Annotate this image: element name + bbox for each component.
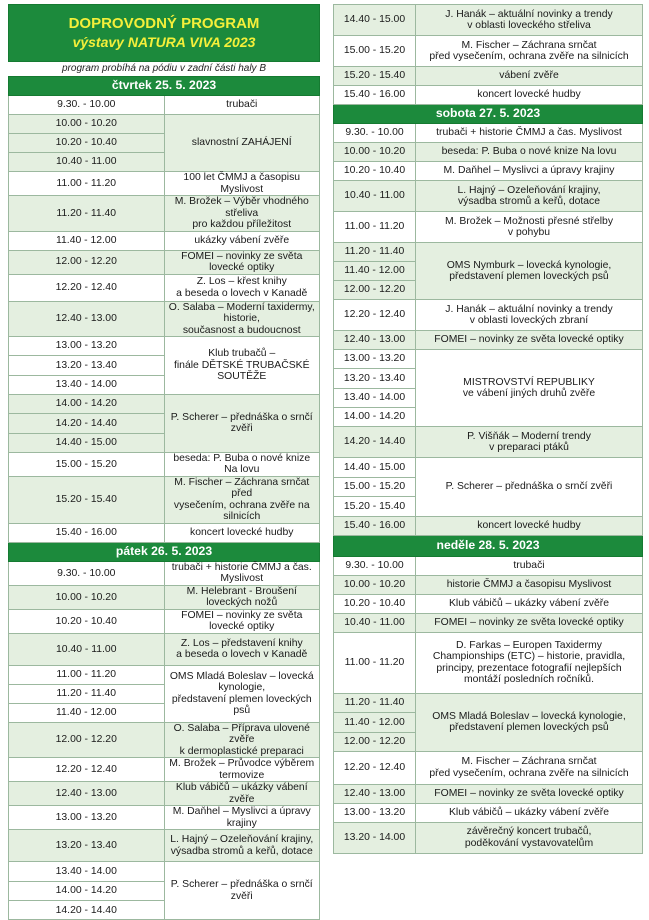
- event-cell: [416, 124, 643, 143]
- time-slot: 14.40 - 15.00: [9, 433, 165, 452]
- schedule-row: [334, 556, 643, 575]
- day-header: čtvrtek 25. 5. 2023: [9, 77, 320, 96]
- event-cell: [416, 300, 643, 331]
- event-line: vysečením, ochrana zvěře na silnicích: [173, 499, 310, 523]
- schedule-row: [334, 124, 643, 143]
- event-line: MISTROVSTVÍ REPUBLIKY: [463, 376, 595, 388]
- event-line: beseda: P. Buba o nové knize Na lovu: [441, 146, 617, 158]
- time-slot: 13.40 - 14.00: [9, 375, 165, 394]
- time-slot: 13.00 - 13.20: [334, 350, 416, 369]
- day-header-row: [334, 105, 643, 124]
- event-cell: [164, 337, 320, 395]
- schedule-row: [9, 665, 320, 684]
- time-slot: 10.00 - 10.20: [334, 143, 416, 162]
- event-cell: [164, 609, 320, 633]
- time-slot: 15.20 - 15.40: [334, 67, 416, 86]
- time-slot: 14.00 - 14.20: [334, 407, 416, 426]
- event-line: představení plemen loveckých psů: [449, 271, 609, 282]
- time-slot: 10.00 - 10.20: [9, 585, 165, 609]
- program-title: DOPROVODNÝ PROGRAM: [68, 15, 260, 32]
- schedule-row: [9, 633, 320, 665]
- event-cell: [416, 181, 643, 212]
- schedule-row: [334, 86, 643, 105]
- event-cell: [416, 36, 643, 67]
- event-cell: [416, 693, 643, 751]
- event-cell: [416, 350, 643, 427]
- day-header-row: [334, 535, 643, 556]
- event-line: v oblasti loveckého střeliva: [467, 20, 591, 31]
- event-line: závěrečný koncert trubačů,: [466, 826, 592, 838]
- time-slot: 10.20 - 10.40: [334, 594, 416, 613]
- time-slot: 14.40 - 15.00: [334, 458, 416, 478]
- event-line: trubači + historie ČMMJ a čas. Myslivost: [171, 561, 312, 585]
- schedule-column-right: [333, 4, 643, 854]
- event-cell: [164, 274, 320, 301]
- event-cell: [416, 516, 643, 535]
- event-cell: [164, 758, 320, 782]
- schedule-row: [9, 758, 320, 782]
- time-slot: 10.40 - 11.00: [9, 153, 165, 172]
- time-slot: 15.40 - 16.00: [334, 86, 416, 105]
- event-line: současnost a budoucnost: [182, 324, 301, 336]
- event-cell: [164, 633, 320, 665]
- time-slot: 12.40 - 13.00: [9, 301, 165, 337]
- schedule-row: [334, 212, 643, 243]
- schedule-row: [9, 561, 320, 585]
- schedule-row: [9, 231, 320, 250]
- event-cell: [416, 556, 643, 575]
- time-slot: 9.30. - 10.00: [334, 556, 416, 575]
- schedule-row: [9, 96, 320, 115]
- event-line: OMS Nymburk – lovecká kynologie,: [446, 259, 612, 271]
- time-slot: 11.20 - 11.40: [9, 196, 165, 232]
- event-line: ve vábení jiných druhů zvěře: [462, 388, 596, 399]
- time-slot: 15.20 - 15.40: [334, 497, 416, 517]
- schedule-row: [9, 609, 320, 633]
- event-line: P. Scherer – přednáška o srnčí zvěři: [170, 411, 313, 435]
- event-line: slavnostní ZAHÁJENÍ: [191, 137, 292, 149]
- event-cell: [164, 115, 320, 172]
- event-cell: [164, 523, 320, 542]
- time-slot: 14.40 - 15.00: [334, 5, 416, 36]
- event-cell: [164, 782, 320, 806]
- schedule-row: [9, 862, 320, 881]
- event-cell: [416, 5, 643, 36]
- time-slot: 11.00 - 11.20: [334, 632, 416, 693]
- time-slot: 10.40 - 11.00: [334, 613, 416, 632]
- time-slot: 11.40 - 12.00: [334, 262, 416, 281]
- schedule-row: [9, 172, 320, 196]
- event-line: výsadba stromů a keřů, dotace: [457, 196, 601, 207]
- event-cell: [164, 665, 320, 722]
- event-line: J. Hanák – aktuální novinky a trendy: [445, 303, 613, 315]
- schedule-row: [334, 162, 643, 181]
- event-line: M. Brožek – Průvodce výběrem termovize: [169, 758, 315, 781]
- schedule-row: [334, 36, 643, 67]
- schedule-row: [334, 822, 643, 853]
- event-cell: [164, 862, 320, 920]
- event-cell: [416, 143, 643, 162]
- time-slot: 11.20 - 11.40: [334, 693, 416, 712]
- event-line: Klub trubačů –: [208, 348, 276, 360]
- time-slot: 13.20 - 14.00: [334, 822, 416, 853]
- schedule-row: [334, 243, 643, 262]
- schedule-row: [9, 476, 320, 523]
- event-line: v pohybu: [507, 227, 551, 238]
- event-line: FOMEI – novinky ze světa lovecké optiky: [434, 617, 624, 629]
- time-slot: 9.30. - 10.00: [9, 96, 165, 115]
- schedule-row: [334, 751, 643, 784]
- schedule-row: [9, 722, 320, 758]
- schedule-row: [334, 67, 643, 86]
- time-slot: 12.20 - 12.40: [9, 758, 165, 782]
- time-slot: 12.00 - 12.20: [9, 722, 165, 758]
- schedule-row: [334, 594, 643, 613]
- event-line: FOMEI – novinky ze světa lovecké optiky: [181, 250, 303, 273]
- event-cell: [416, 212, 643, 243]
- schedule-row: [9, 394, 320, 413]
- time-slot: 14.00 - 14.20: [9, 394, 165, 413]
- event-line: OMS Mladá Boleslav – lovecká kynologie,: [432, 710, 626, 722]
- event-line: P. Višňák – Moderní trendy: [467, 430, 591, 442]
- event-line: O. Salaba – Příprava ulovené zvěře: [173, 722, 310, 746]
- schedule-row: [334, 784, 643, 803]
- event-cell: [164, 301, 320, 337]
- time-slot: 11.40 - 12.00: [9, 703, 165, 722]
- event-line: beseda: P. Buba o nové knize Na lovu: [173, 452, 311, 476]
- time-slot: 15.40 - 16.00: [9, 523, 165, 542]
- event-line: OMS Mladá Boleslav – lovecká kynologie,: [169, 670, 314, 694]
- event-line: v preparaci ptáků: [489, 442, 569, 453]
- time-slot: 13.00 - 13.20: [9, 337, 165, 356]
- time-slot: 12.00 - 12.20: [9, 250, 165, 274]
- time-slot: 13.40 - 14.00: [334, 388, 416, 407]
- time-slot: 11.00 - 11.20: [9, 665, 165, 684]
- time-slot: 13.20 - 13.40: [9, 356, 165, 375]
- event-cell: [416, 427, 643, 458]
- event-cell: [416, 86, 643, 105]
- schedule-row: [9, 782, 320, 806]
- time-slot: 9.30. - 10.00: [334, 124, 416, 143]
- event-line: představení plemen loveckých psů: [449, 722, 609, 734]
- event-line: O. Salaba – Moderní taxidermy, historie,: [168, 301, 315, 324]
- schedule-row: [9, 585, 320, 609]
- schedule-row: [9, 301, 320, 337]
- event-line: a beseda o lovech v Kanadě: [176, 649, 308, 661]
- event-cell: [164, 250, 320, 274]
- event-line: M. Brožek – Možnosti přesné střelby: [444, 215, 614, 227]
- event-cell: [416, 575, 643, 594]
- schedule-row: [334, 613, 643, 632]
- time-slot: 14.20 - 14.40: [9, 901, 165, 920]
- event-cell: [416, 594, 643, 613]
- event-cell: [164, 561, 320, 585]
- event-line: J. Hanák – aktuální novinky a trendy: [445, 8, 613, 20]
- time-slot: 9.30. - 10.00: [9, 561, 165, 585]
- time-slot: 15.00 - 15.20: [9, 452, 165, 476]
- event-line: L. Hajný – Ozeleňování krajiny,: [457, 184, 601, 196]
- time-slot: 10.20 - 10.40: [334, 162, 416, 181]
- event-line: v oblasti loveckých zbraní: [469, 315, 589, 326]
- event-line: Klub vábičů – ukázky vábení zvěře: [449, 807, 609, 819]
- time-slot: 13.20 - 13.40: [9, 830, 165, 862]
- time-slot: 12.20 - 12.40: [334, 300, 416, 331]
- time-slot: 15.20 - 15.40: [9, 476, 165, 523]
- schedule-row: [334, 803, 643, 822]
- event-line: před vysečením, ochrana zvěře na silnicích: [429, 51, 629, 62]
- event-line: M. Daňhel – Myslivci a úpravy krajiny: [172, 806, 311, 829]
- event-cell: [164, 452, 320, 476]
- event-line: FOMEI – novinky ze světa lovecké optiky: [434, 334, 624, 346]
- schedule-row: [334, 632, 643, 693]
- schedule-row: [9, 830, 320, 862]
- event-line: koncert lovecké hudby: [477, 89, 581, 101]
- event-line: trubači: [513, 560, 545, 572]
- event-line: M. Brožek – Výběr vhodného střeliva: [174, 196, 309, 219]
- schedule-row: [9, 806, 320, 830]
- time-slot: 12.40 - 13.00: [9, 782, 165, 806]
- event-line: Z. Los – křest knihy: [196, 276, 287, 287]
- venue-note: program probíhá na pódiu v zadní části haly B: [61, 63, 266, 74]
- schedule-table-left: [8, 76, 320, 920]
- schedule-row: [334, 693, 643, 712]
- event-line: a beseda o lovech v Kanadě: [176, 287, 308, 299]
- schedule-row: [9, 274, 320, 301]
- event-cell: [416, 331, 643, 350]
- time-slot: 10.40 - 11.00: [9, 633, 165, 665]
- event-line: M. Fischer – Záchrana srnčat: [461, 39, 597, 51]
- time-slot: 13.40 - 14.00: [9, 862, 165, 881]
- schedule-row: [334, 5, 643, 36]
- day-header-row: [9, 77, 320, 96]
- event-line: ukázky vábení zvěře: [194, 234, 290, 246]
- time-slot: 11.40 - 12.00: [334, 713, 416, 732]
- time-slot: 11.40 - 12.00: [9, 231, 165, 250]
- event-cell: [164, 806, 320, 830]
- event-cell: [416, 822, 643, 853]
- day-header: neděle 28. 5. 2023: [334, 535, 643, 556]
- event-line: M. Fischer – Záchrana srnčat před: [174, 476, 310, 500]
- event-cell: [416, 632, 643, 693]
- event-cell: [164, 231, 320, 250]
- event-line: principy, prezentace fotografií nejlepších: [436, 662, 622, 674]
- event-cell: [416, 803, 643, 822]
- time-slot: 12.40 - 13.00: [334, 331, 416, 350]
- day-header-row: [9, 542, 320, 561]
- event-line: montáží posledních ročníků.: [464, 674, 594, 686]
- event-line: M. Helebrant - Broušení loveckých nožů: [186, 585, 297, 609]
- day-header: sobota 27. 5. 2023: [334, 105, 643, 124]
- event-line: Z. Los – představení knihy: [180, 637, 303, 649]
- event-line: Klub vábičů – ukázky vábení zvěře: [175, 782, 308, 805]
- event-line: koncert lovecké hudby: [477, 520, 581, 532]
- event-cell: [416, 613, 643, 632]
- event-line: pro každou příležitost: [192, 219, 292, 230]
- time-slot: 12.40 - 13.00: [334, 784, 416, 803]
- event-cell: [164, 585, 320, 609]
- event-line: trubači: [226, 99, 258, 111]
- schedule-row: [334, 143, 643, 162]
- time-slot: 13.00 - 13.20: [334, 803, 416, 822]
- schedule-row: [334, 427, 643, 458]
- event-cell: [164, 830, 320, 862]
- time-slot: 10.20 - 10.40: [9, 134, 165, 153]
- schedule-row: [9, 196, 320, 232]
- event-line: M. Daňhel – Myslivci a úpravy krajiny: [443, 165, 615, 177]
- event-line: představení plemen loveckých psů: [171, 693, 312, 717]
- time-slot: 13.20 - 13.40: [334, 369, 416, 388]
- time-slot: 11.20 - 11.40: [9, 684, 165, 703]
- event-cell: [164, 172, 320, 196]
- time-slot: 12.00 - 12.20: [334, 732, 416, 751]
- day-header: pátek 26. 5. 2023: [9, 542, 320, 561]
- event-line: M. Fischer – Záchrana srnčat: [461, 756, 597, 768]
- schedule-table-right: [333, 4, 643, 854]
- schedule-row: [9, 337, 320, 356]
- event-line: 100 let ČMMJ a časopisu Myslivost: [183, 172, 301, 195]
- time-slot: 14.20 - 14.40: [9, 414, 165, 433]
- event-cell: [416, 243, 643, 300]
- event-line: finále DĚTSKÉ TRUBAČSKÉ SOUTĚŽE: [173, 359, 310, 383]
- event-line: poděkování vystavovatelům: [464, 837, 594, 849]
- time-slot: 12.20 - 12.40: [9, 274, 165, 301]
- time-slot: 10.00 - 10.20: [334, 575, 416, 594]
- event-cell: [164, 394, 320, 452]
- schedule-row: [334, 331, 643, 350]
- schedule-row: [334, 458, 643, 478]
- event-cell: [164, 96, 320, 115]
- program-subtitle: výstavy NATURA VIVA 2023: [72, 34, 256, 50]
- event-line: k dermoplastické preparaci: [179, 745, 304, 757]
- event-line: Klub vábičů – ukázky vábení zvěře: [449, 598, 609, 610]
- event-cell: [164, 476, 320, 523]
- time-slot: 10.40 - 11.00: [334, 181, 416, 212]
- schedule-row: [334, 516, 643, 535]
- schedule-column-left: [8, 4, 320, 920]
- schedule-row: [9, 523, 320, 542]
- schedule-row: [9, 250, 320, 274]
- event-line: L. Hajný – Ozeleňování krajiny,: [170, 834, 314, 846]
- time-slot: 11.00 - 11.20: [334, 212, 416, 243]
- event-cell: [164, 196, 320, 232]
- time-slot: 11.20 - 11.40: [334, 243, 416, 262]
- event-line: vábení zvěře: [499, 70, 559, 82]
- schedule-row: [9, 115, 320, 134]
- time-slot: 15.40 - 16.00: [334, 516, 416, 535]
- event-cell: [164, 722, 320, 758]
- time-slot: 14.20 - 14.40: [334, 427, 416, 458]
- schedule-row: [9, 452, 320, 476]
- event-line: koncert lovecké hudby: [190, 527, 294, 539]
- time-slot: 13.00 - 13.20: [9, 806, 165, 830]
- time-slot: 15.00 - 15.20: [334, 477, 416, 497]
- event-line: výsadba stromů a keřů, dotace: [170, 845, 313, 857]
- event-line: trubači + historie ČMMJ a čas. Myslivost: [436, 127, 622, 139]
- schedule-row: [334, 300, 643, 331]
- event-line: P. Scherer – přednáška o srnčí zvěři: [445, 481, 613, 493]
- schedule-row: [334, 575, 643, 594]
- event-cell: [416, 751, 643, 784]
- schedule-row: [334, 181, 643, 212]
- time-slot: 10.00 - 10.20: [9, 115, 165, 134]
- event-line: Championships (ETC) – historie, pravidla,: [432, 651, 626, 663]
- time-slot: 12.20 - 12.40: [334, 751, 416, 784]
- event-cell: [416, 784, 643, 803]
- schedule-row: [334, 350, 643, 369]
- time-slot: 10.20 - 10.40: [9, 609, 165, 633]
- event-line: FOMEI – novinky ze světa lovecké optiky: [434, 788, 624, 800]
- time-slot: 12.00 - 12.20: [334, 281, 416, 300]
- event-cell: [416, 162, 643, 181]
- time-slot: 15.00 - 15.20: [334, 36, 416, 67]
- time-slot: 14.00 - 14.20: [9, 881, 165, 900]
- event-line: historie ČMMJ a časopisu Myslivost: [446, 579, 612, 591]
- program-header: [8, 4, 320, 62]
- time-slot: 11.00 - 11.20: [9, 172, 165, 196]
- event-line: D. Farkas – Europen Taxidermy: [456, 639, 602, 651]
- event-line: FOMEI – novinky ze světa lovecké optiky: [181, 609, 303, 633]
- event-cell: [416, 458, 643, 517]
- event-line: P. Scherer – přednáška o srnčí zvěři: [170, 879, 313, 902]
- event-line: před vysečením, ochrana zvěře na silnicích: [429, 767, 629, 779]
- event-cell: [416, 67, 643, 86]
